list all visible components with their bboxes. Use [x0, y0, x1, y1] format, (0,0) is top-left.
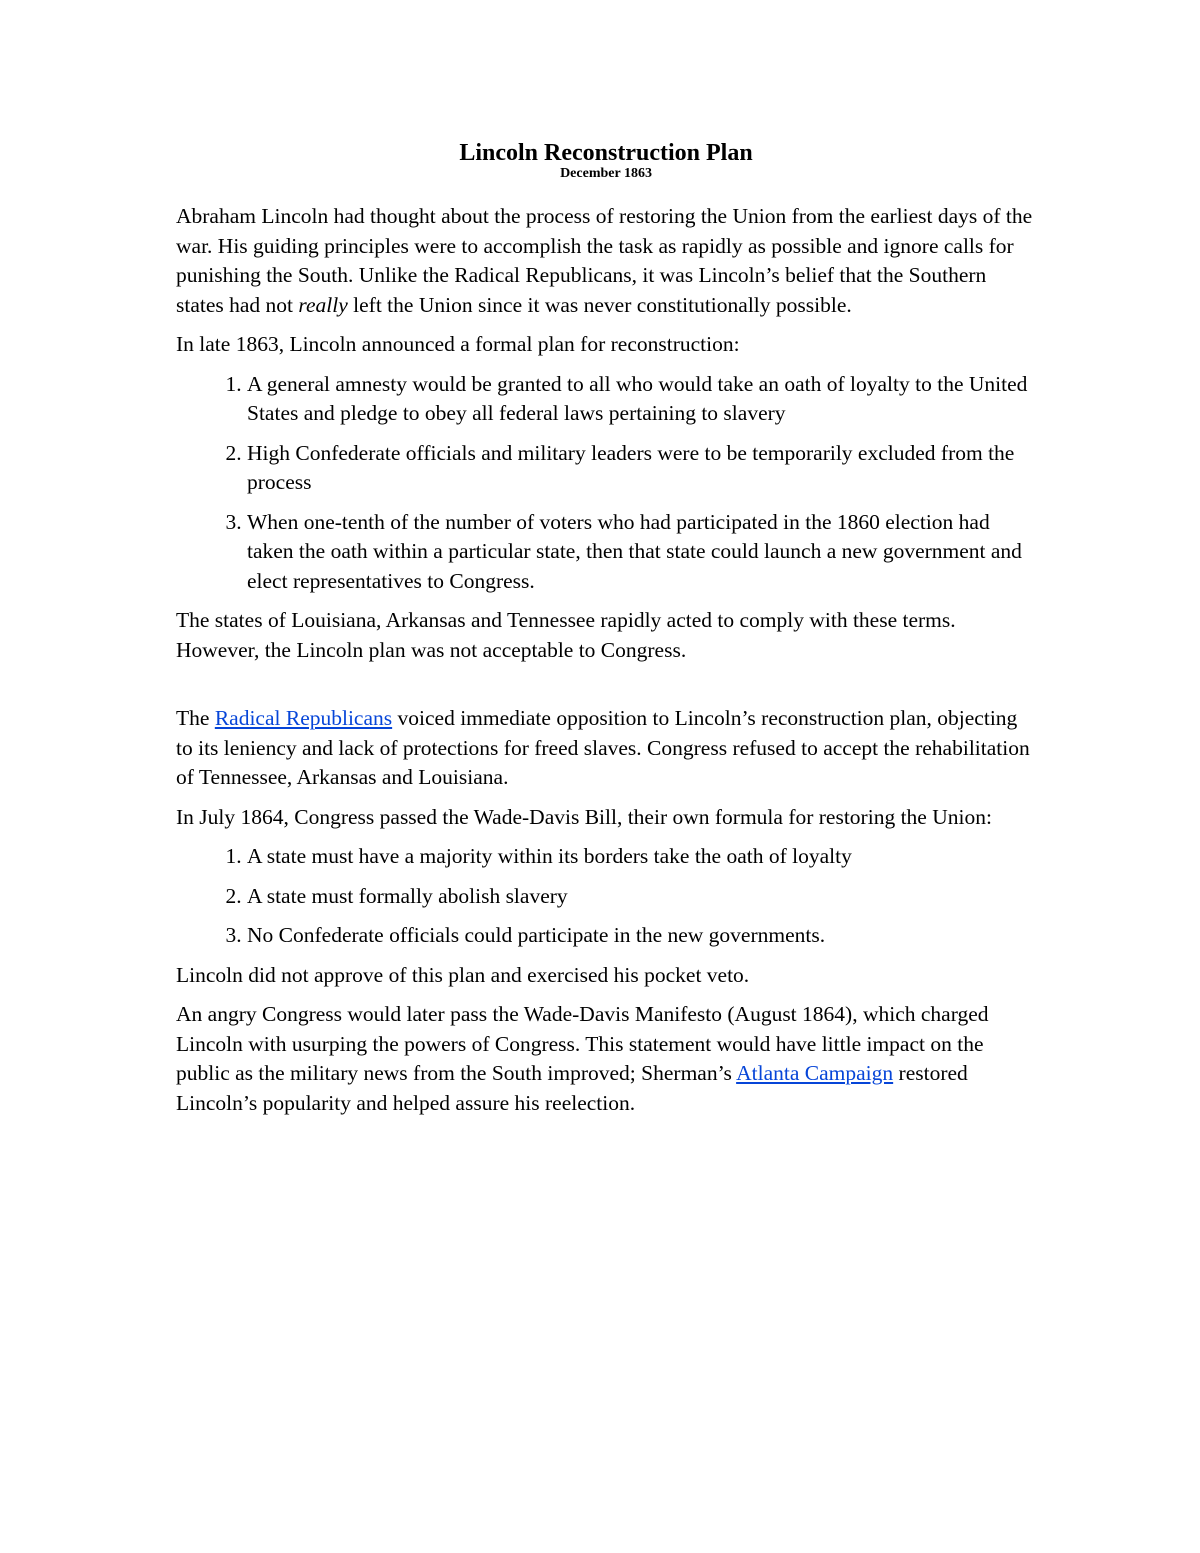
document-page: [176, 138, 1036, 1128]
list-item: 2. A state must formally abolish slavery: [247, 882, 1036, 912]
lincoln-plan-list: [176, 370, 1036, 597]
paragraph-manifesto: [176, 1000, 1036, 1118]
paragraph-states-comply: The states of Louisiana, Arkansas and Tennessee rapidly acted to comply with these terms. However, the Lincoln plan was not acceptable to Congress.: [176, 608, 956, 662]
paragraph-pocket-veto: Lincoln did not approve of this plan and exercised his pocket veto.: [176, 962, 750, 987]
paragraph-plan-announcement: In late 1863, Lincoln announced a formal plan for reconstruction:: [176, 332, 740, 356]
document-date: December 1863: [560, 166, 652, 181]
paragraph-radical-text-2: voiced immediate opposition to Lincoln’s reconstruction plan, objecting to its leniency and lack of protections for freed slaves. Congress refused to accept the rehabilitation of Tennessee, Arkansas and Louisiana.: [176, 706, 1030, 789]
paragraph-manifesto-text-1: An angry Congress would later pass the Wade-Davis Manifesto (August 1864), which charged Lincoln with usurping the powers of Congress. This statement would have little impact on the public as the military news from the South improved; Sherman’s: [176, 1002, 989, 1085]
atlanta-campaign-link[interactable]: Atlanta Campaign: [736, 1061, 894, 1085]
wade-davis-list: [176, 842, 1036, 951]
list-item: 3. When one-tenth of the number of voters who had participated in the 1860 election had taken the oath within a particular state, then that state could launch a new government and elect representatives to Congress.: [247, 508, 1036, 597]
radical-republicans-link[interactable]: Radical Republicans: [214, 706, 393, 730]
paragraph-intro-emphasis: really: [298, 292, 348, 317]
paragraph-intro: [176, 202, 1036, 320]
paragraph-radical-opposition: [176, 704, 1036, 793]
list-item: 3. No Confederate officials could participate in the new governments.: [247, 921, 1036, 951]
paragraph-intro-text-2: left the Union since it was never constitutionally possible.: [347, 292, 852, 317]
list-item: 1. A general amnesty would be granted to all who would take an oath of loyalty to the United States and pledge to obey all federal laws pertaining to slavery: [247, 370, 1036, 429]
document-title: Lincoln Reconstruction Plan: [459, 140, 753, 166]
paragraph-manifesto-text-2: restored Lincoln’s popularity and helped assure his reelection.: [176, 1061, 968, 1115]
paragraph-intro-text-1: Abraham Lincoln had thought about the process of restoring the Union from the earliest days of the war. His guiding principles were to accomplish the task as rapidly as possible and ignore calls for punishing the South. Unlike the Radical Republicans, it was Lincoln’s belief that the Southern states had not: [176, 204, 1033, 317]
blank-line: [176, 675, 1036, 704]
paragraph-wade-davis: In July 1864, Congress passed the Wade-Davis Bill, their own formula for restoring the Union:: [176, 804, 992, 829]
list-item: 1. A state must have a majority within its borders take the oath of loyalty: [247, 842, 1036, 872]
list-item: 2. High Confederate officials and military leaders were to be temporarily excluded from the process: [247, 439, 1036, 498]
paragraph-radical-text-1: The: [176, 706, 215, 730]
